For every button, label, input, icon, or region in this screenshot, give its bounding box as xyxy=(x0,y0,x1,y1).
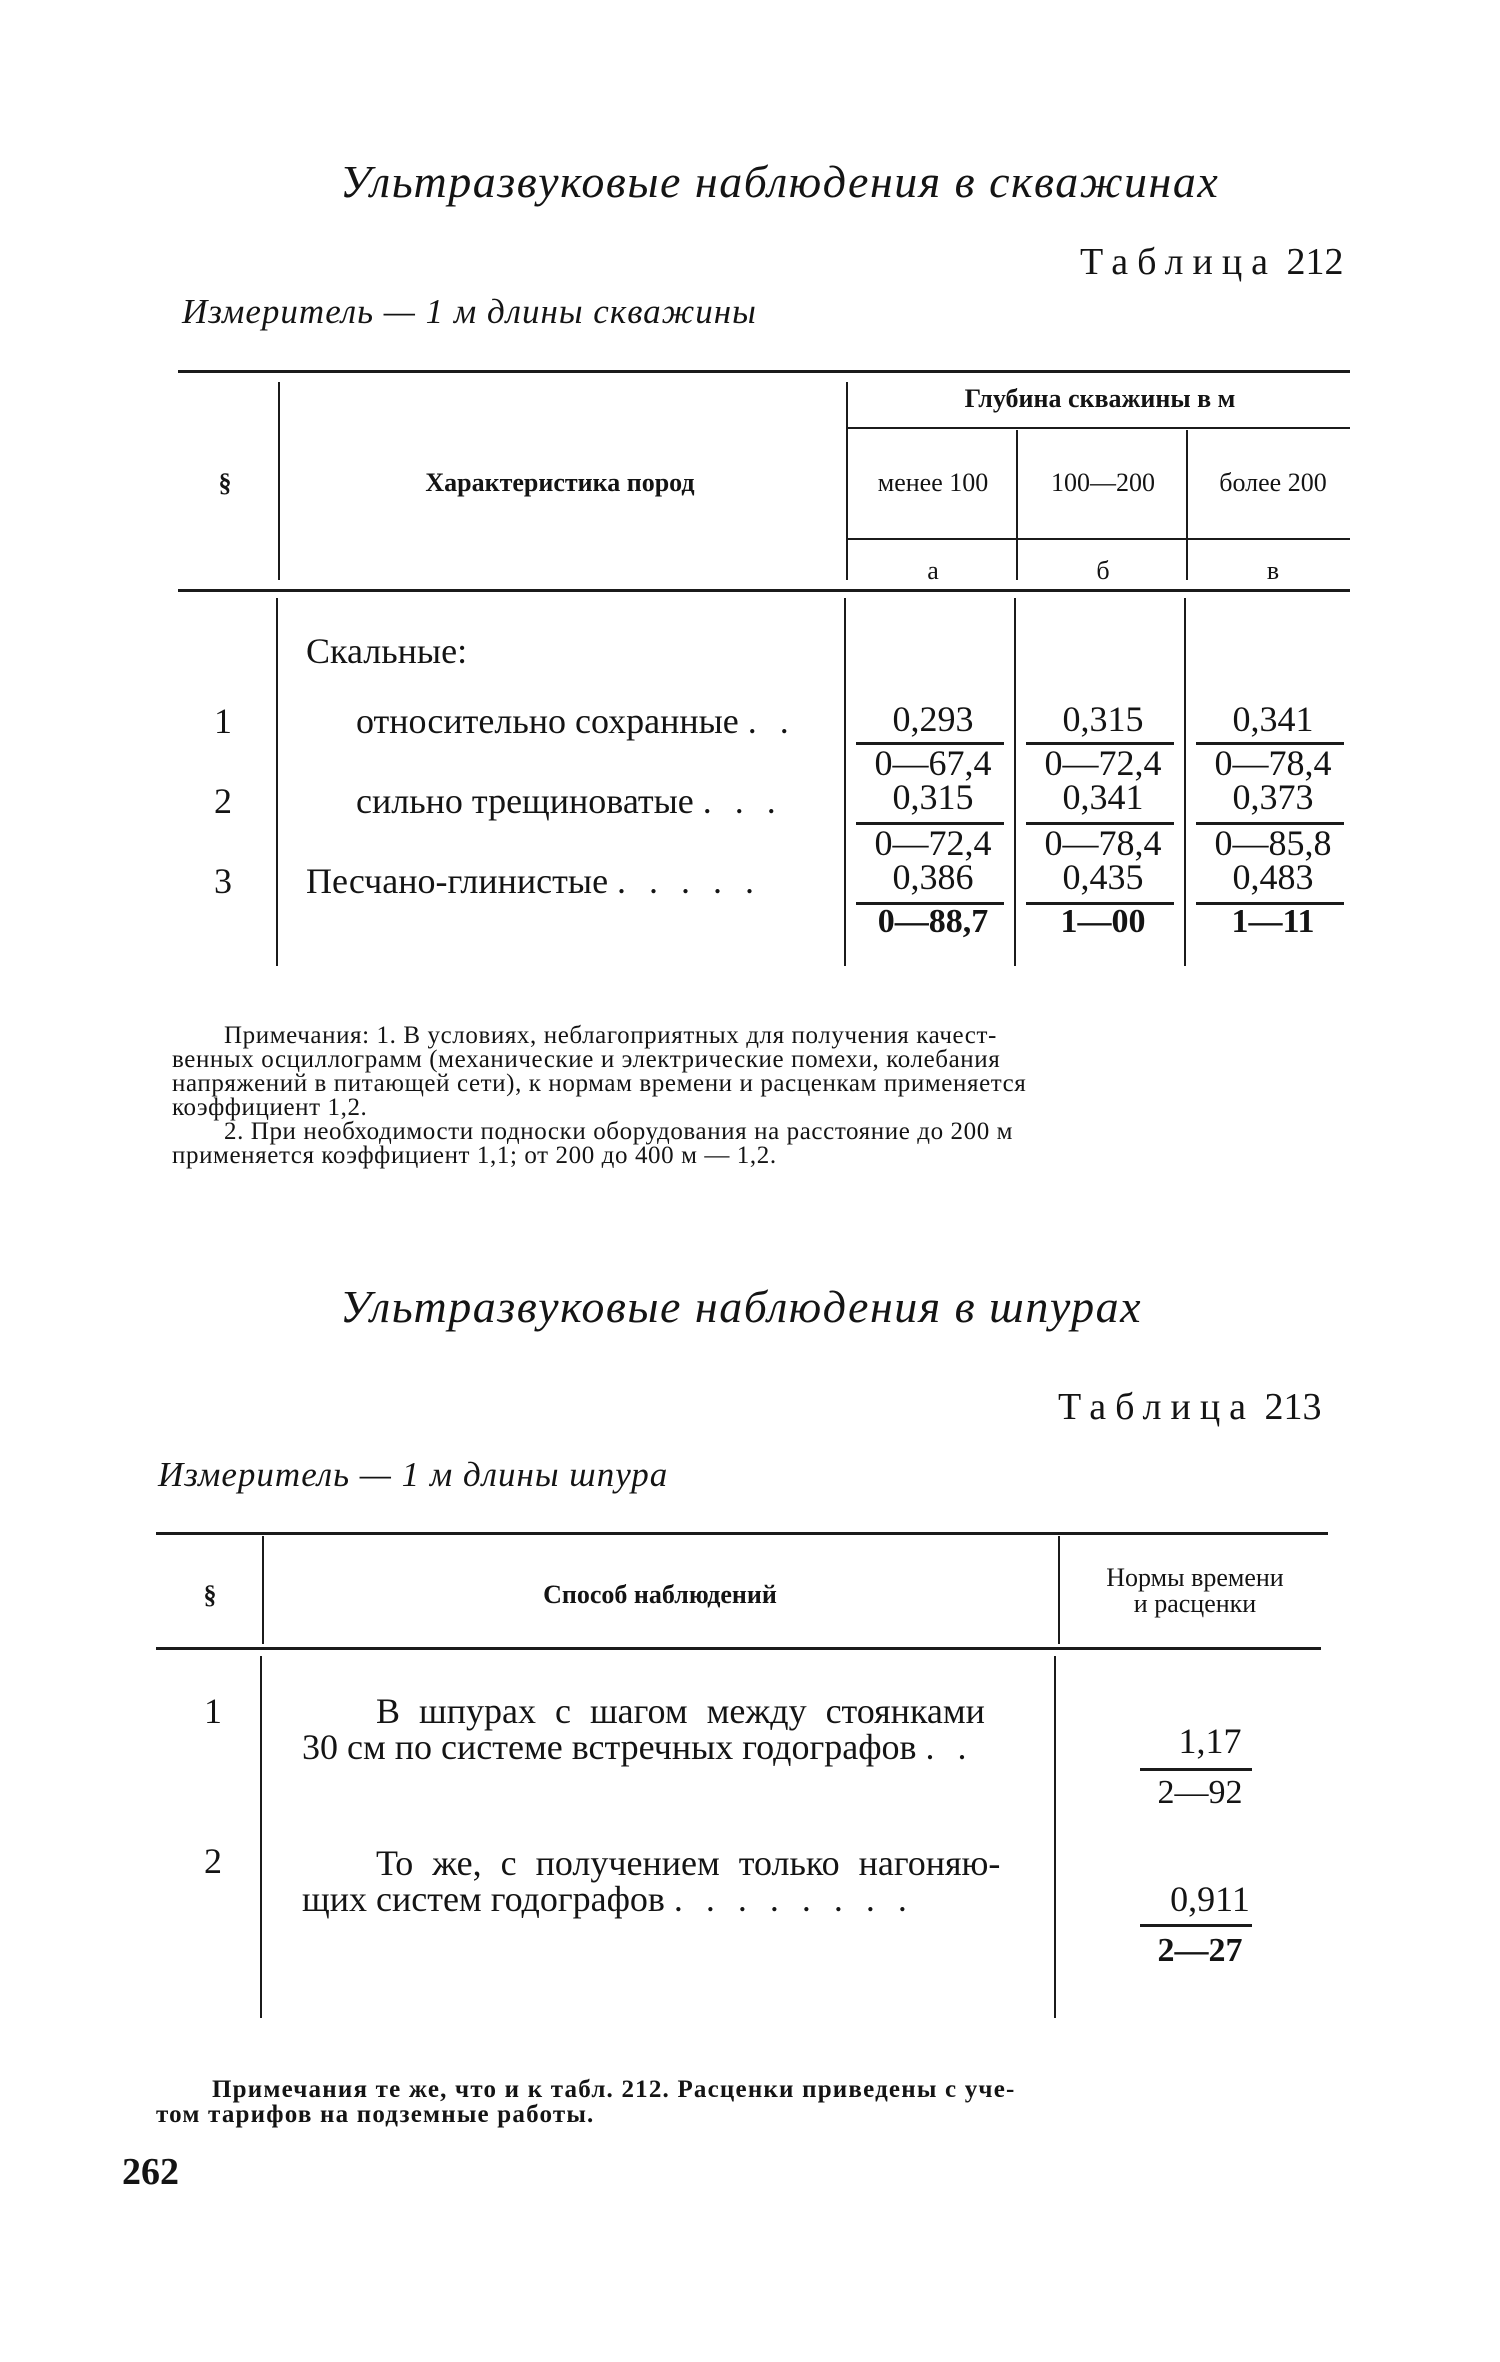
note-line: напряжений в питающей сети), к нормам времени и расценкам применяется xyxy=(172,1070,1027,1097)
row-line2 xyxy=(302,1878,914,1920)
table-213-measure: Измеритель — 1 м длины шпура xyxy=(158,1455,669,1494)
body-divider-1 xyxy=(260,1656,262,2018)
value-top: 0,341 xyxy=(1062,777,1144,817)
note-line: том тарифов на подземные работы. xyxy=(156,2101,595,2128)
norms-header-line2: и расценки xyxy=(1133,1589,1257,1618)
fraction-line xyxy=(1140,1924,1252,1927)
value-bottom: 1—00 xyxy=(1060,903,1146,940)
leader-dots: . . . . . . . . xyxy=(673,1879,914,1919)
value-top: 0,386 xyxy=(892,857,974,897)
depth-group-rule xyxy=(846,427,1350,429)
value-bottom: 2—27 xyxy=(1157,1932,1243,1969)
header-bottom-rule xyxy=(178,589,1350,592)
row-number: 1 xyxy=(204,1691,222,1731)
column-letter-rule xyxy=(846,538,1350,540)
value-bottom: 0—72,4 xyxy=(1044,743,1162,783)
row-name xyxy=(356,780,783,822)
note-line: Примечания те же, что и к табл. 212. Расценки приведены с уче- xyxy=(212,2076,1016,2103)
row-name-text: относительно сохранные xyxy=(356,701,739,741)
page-number: 262 xyxy=(122,2151,179,2193)
value-top: 0,293 xyxy=(892,699,974,739)
row-name xyxy=(356,700,796,742)
column-letter-2: б xyxy=(1096,556,1110,585)
table-label-word: Таблица xyxy=(1058,1386,1256,1428)
value-bottom: 0—67,4 xyxy=(874,743,992,783)
note-line: венных осциллограмм (механические и электрические помехи, колебания xyxy=(172,1046,1001,1073)
header-divider-4 xyxy=(1186,430,1188,580)
body-divider-2 xyxy=(1054,1656,1056,2018)
value-bottom: 2—92 xyxy=(1157,1774,1243,1811)
table-label-number: 213 xyxy=(1264,1386,1322,1428)
header-divider-3 xyxy=(1016,430,1018,580)
value-bottom: 0—88,7 xyxy=(877,903,989,940)
table-213-label xyxy=(1058,1385,1322,1429)
body-divider-1 xyxy=(276,598,278,966)
method-header: Способ наблюдений xyxy=(543,1580,777,1609)
table-top-rule xyxy=(156,1532,1328,1535)
section2-heading: Ультразвуковые наблюдения в шпурах xyxy=(340,1281,1143,1332)
column-header-2: 100—200 xyxy=(1051,468,1155,497)
value-top: 1,17 xyxy=(1178,1721,1242,1761)
section-sign-header: § xyxy=(218,468,232,497)
value-bottom: 0—72,4 xyxy=(874,823,992,863)
fraction-line xyxy=(1140,1768,1252,1771)
header-bottom-rule xyxy=(156,1647,1321,1650)
column-letter-3: в xyxy=(1266,556,1280,585)
table-label-number: 212 xyxy=(1286,241,1344,283)
characteristic-header: Характеристика пород xyxy=(425,468,695,497)
row-line2-text: 30 см по системе встречных годографов xyxy=(302,1727,917,1767)
value-top: 0,341 xyxy=(1232,699,1314,739)
row-number: 2 xyxy=(204,1841,222,1881)
row-line2 xyxy=(302,1726,974,1768)
leader-dots: . . . . . xyxy=(617,861,762,901)
table-label-word: Таблица xyxy=(1080,241,1278,283)
value-top: 0,315 xyxy=(1062,699,1144,739)
row-number: 3 xyxy=(214,861,232,901)
value-bottom: 0—78,4 xyxy=(1044,823,1162,863)
table-212-measure: Измеритель — 1 м длины скважины xyxy=(182,292,757,331)
body-divider-2 xyxy=(844,598,846,966)
depth-group-header: Глубина скважины в м xyxy=(964,384,1236,413)
row-name-text: Песчано-глинистые xyxy=(306,861,609,901)
value-bottom: 0—85,8 xyxy=(1214,823,1332,863)
value-bottom: 1—11 xyxy=(1231,903,1315,940)
row-number: 1 xyxy=(214,701,232,741)
value-bottom: 0—78,4 xyxy=(1214,743,1332,783)
header-divider-1 xyxy=(262,1536,264,1644)
note-line: Примечания: 1. В условиях, неблагоприятных для получения качест- xyxy=(224,1022,997,1049)
note-line: применяется коэффициент 1,1; от 200 до 400 м — 1,2. xyxy=(172,1142,777,1169)
section1-heading: Ультразвуковые наблюдения в скважинах xyxy=(340,156,1220,207)
column-header-3: более 200 xyxy=(1219,468,1327,497)
row-number: 2 xyxy=(214,781,232,821)
header-divider-2 xyxy=(846,382,848,580)
note-line: коэффициент 1,2. xyxy=(172,1094,368,1121)
column-header-1: менее 100 xyxy=(877,468,989,497)
leader-dots: . . xyxy=(925,1727,974,1767)
note-line: 2. При необходимости подноски оборудования на расстояние до 200 м xyxy=(224,1118,1014,1145)
row-name-text: сильно трещиноватые xyxy=(356,781,694,821)
value-top: 0,911 xyxy=(1170,1879,1250,1919)
leader-dots: . . xyxy=(747,701,796,741)
value-top: 0,315 xyxy=(892,777,974,817)
row-line1: То же, с получением только нагоняю- xyxy=(376,1843,1001,1883)
value-top: 0,483 xyxy=(1232,857,1314,897)
norms-header-line1: Нормы времени xyxy=(1106,1563,1284,1592)
rock-group-label: Скальные: xyxy=(306,631,468,671)
leader-dots: . . . xyxy=(702,781,783,821)
row-line2-text: щих систем годографов xyxy=(302,1879,665,1919)
section-sign-header: § xyxy=(203,1580,217,1609)
row-line1: В шпурах с шагом между стоянками xyxy=(376,1691,985,1731)
header-divider-2 xyxy=(1058,1536,1060,1644)
value-top: 0,373 xyxy=(1232,777,1314,817)
table-212-label xyxy=(1080,240,1344,284)
table-top-rule xyxy=(178,370,1350,373)
header-divider-1 xyxy=(278,382,280,580)
column-letter-1: а xyxy=(927,556,939,585)
row-name xyxy=(306,860,761,902)
value-top: 0,435 xyxy=(1062,857,1144,897)
